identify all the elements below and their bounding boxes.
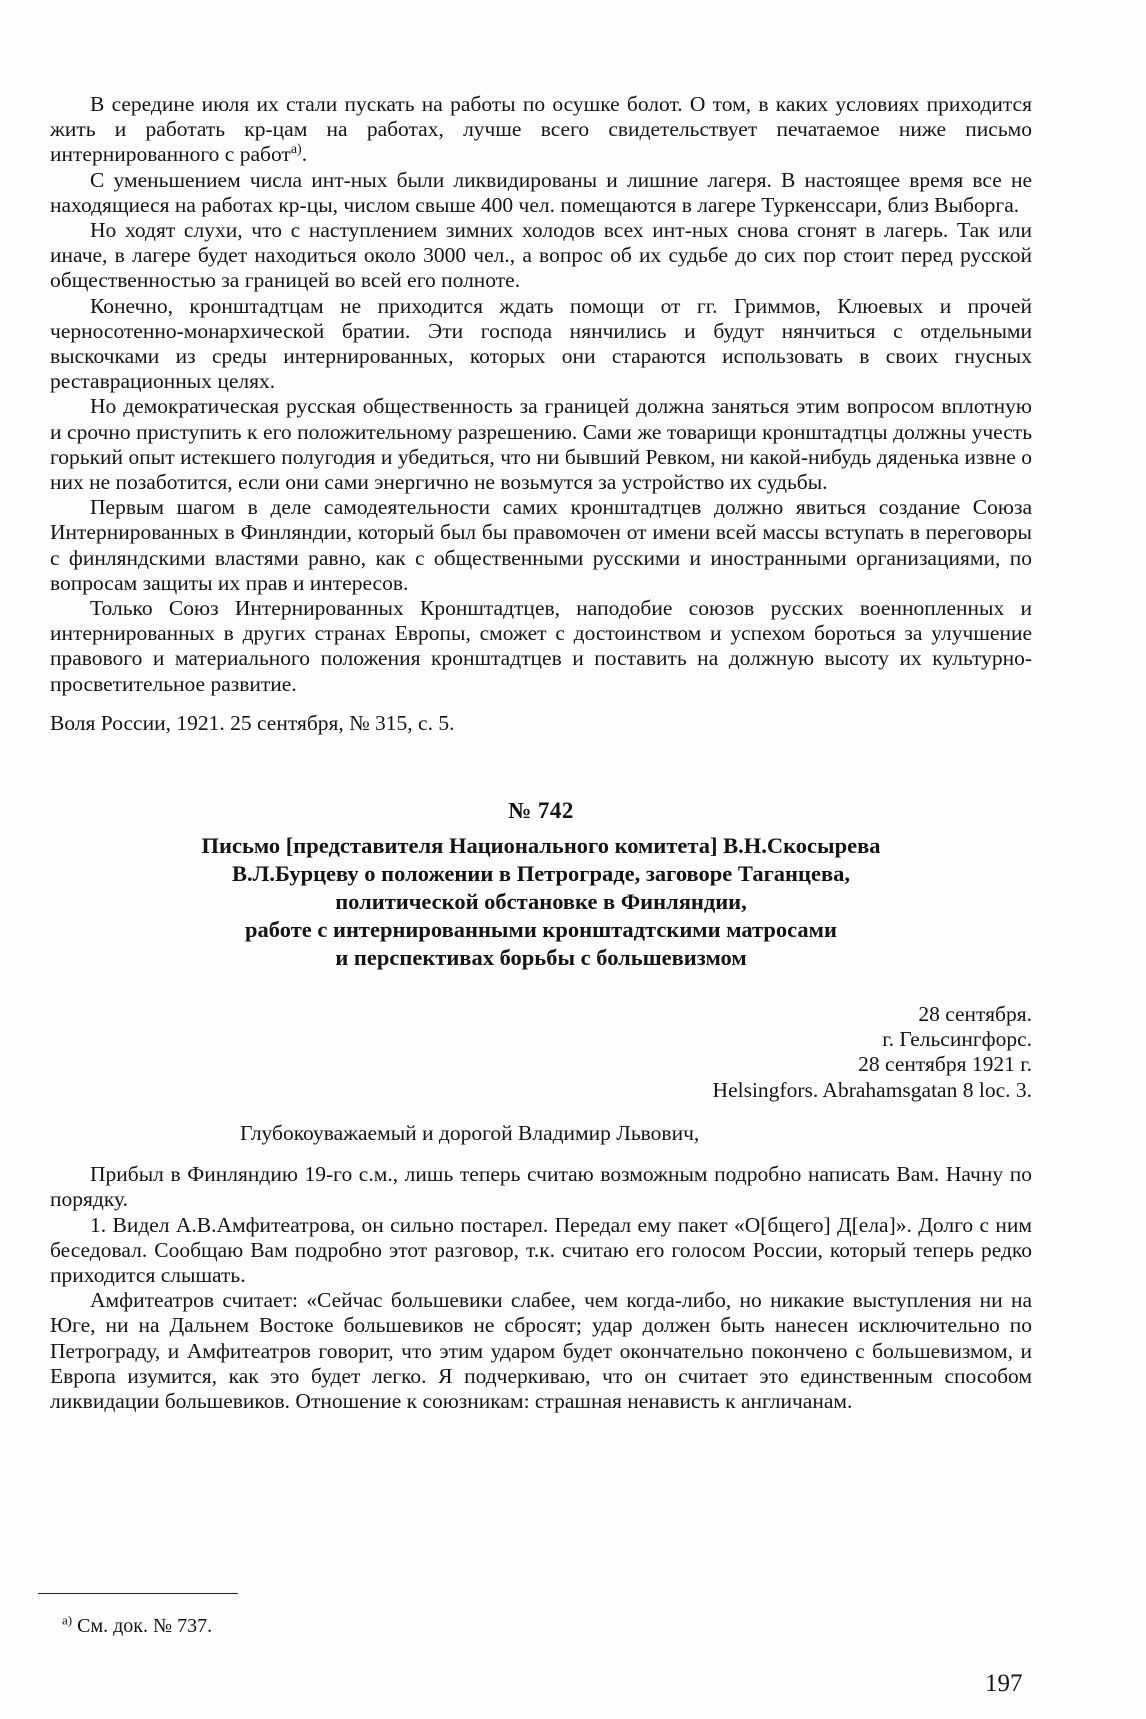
paragraph: Только Союз Интернированных Кронштадтцев, наподобие союзов русских военнопленных и интернированных в других странах Европы, сможет с достоинством и успехом бороться за улучшение правового и материального положения кронштадтцев и поставить на должную высоту их культурно-просветительное развитие. <box>50 596 1032 696</box>
paragraph: Конечно, кронштадтцам не приходится ждать помощи от гг. Гриммов, Клюевых и прочей черносотенно-монархической братии. Эти господа нянчились и будут нянчиться с отдельными выскочками из среды интернированных, которых они стараются использовать в своих гнусных реставрационных целях. <box>50 293 1032 394</box>
document-title-line: В.Л.Бурцеву о положении в Петрограде, заговоре Таганцева, <box>231 861 850 887</box>
footnote-divider <box>38 1593 238 1594</box>
page-number: 197 <box>985 1670 1023 1697</box>
paragraph: Амфитеатров считает: «Сейчас большевики слабее, чем когда-либо, но никакие выступления ни на Юге, ни на Дальнем Востоке большевиков не сбросят; удар должен быть нанесен исключительно по Петрограду, и Амфитеатров говорит, что этим ударом будет окончательно покончено с большевизмом, и Европа изумится, как это будет легко. Я подчеркиваю, что он считает это единственным способом ликвидации большевиков. Отношение к союзникам: страшная ненависть к англичанам. <box>50 1288 1032 1413</box>
document-title-line: Письмо [представителя Национального комитета] В.Н.Скосырева <box>201 833 881 859</box>
address-line: Helsingfors. Abrahamsgatan 8 loc. 3. <box>712 1077 1032 1102</box>
footnote-marker: а) <box>290 142 302 158</box>
paragraph: Но ходят слухи, что с наступлением зимних холодов всех инт-ных снова сгонят в лагерь. Так или иначе, в лагере будет находиться около 3000 чел., а вопрос об их судьбе до сих пор стоит перед русской общественностью за границей во всей его полноте. <box>50 218 1032 293</box>
paragraph: С уменьшением числа инт-ных были ликвидированы и лишние лагеря. В настоящее время все не находящиеся на работах кр-цы, числом свыше 400 чел. помещаются в лагере Туркенссари, близ Выборга. <box>50 167 1032 217</box>
source-citation: Воля России, 1921. 25 сентября, № 315, с. 5. <box>50 710 455 735</box>
place-line: г. Гельсингфорс. <box>882 1027 1032 1052</box>
date-line: 28 сентября 1921 г. <box>858 1052 1032 1077</box>
footnote-marker: а) <box>62 1612 73 1628</box>
document-title <box>50 832 1032 972</box>
page-body <box>50 92 1032 1414</box>
document-title-line: работе с интернированными кронштадтскими матросами <box>245 917 837 943</box>
paragraph: Но демократическая русская общественность за границей должна заняться этим вопросом вплотную и срочно приступить к его положительному разрешению. Сами же товарищи кронштадтцы должны учесть горький опыт истекшего полугодия и убедиться, что ни бывший Ревком, ни какой-нибудь дяденька извне о них не позаботится, если они сами энергично не возьмутся за устройство их судьбы. <box>50 394 1032 495</box>
date-line: 28 сентября. <box>918 1002 1032 1027</box>
document-title-line: и перспективах борьбы с большевизмом <box>335 945 747 971</box>
paragraph: В середине июля их стали пускать на работы по осушке болот. О том, в каких условиях приходится жить и работать кр-цам на работах, лучше всего свидетельствует печатаемое ниже письмо интернированного с работ$^{а)}$. <box>50 92 1032 167</box>
salutation: Глубокоуважаемый и дорогой Владимир Львович, <box>240 1120 700 1145</box>
paragraph: Прибыл в Финляндию 19-го с.м., лишь теперь считаю возможным подробно написать Вам. Начну по порядку. <box>50 1162 1032 1212</box>
footnote <box>62 1612 213 1638</box>
document-title-line: политической обстановке в Финляндии, <box>335 889 747 915</box>
paragraph: 1. Видел А.В.Амфитеатрова, он сильно постарел. Передал ему пакет «О[бщего] Д[ела]». Долго с ним беседовал. Сообщаю Вам подробно этот разговор, т.к. считаю его голосом России, который теперь редко приходится слышать. <box>50 1212 1032 1287</box>
document-number: № 742 <box>508 798 574 824</box>
footnote-text: См. док. № 737. <box>77 1615 213 1637</box>
paragraph: Первым шагом в деле самодеятельности самих кронштадтцев должно явиться создание Союза Интернированных в Финляндии, который был бы правомочен от имени всей массы вступать в переговоры с финляндскими властями равно, как с общественными русскими и иностранными организациями, по вопросам защиты их прав и интересов. <box>50 495 1032 595</box>
date-place-block <box>50 1002 1032 1103</box>
